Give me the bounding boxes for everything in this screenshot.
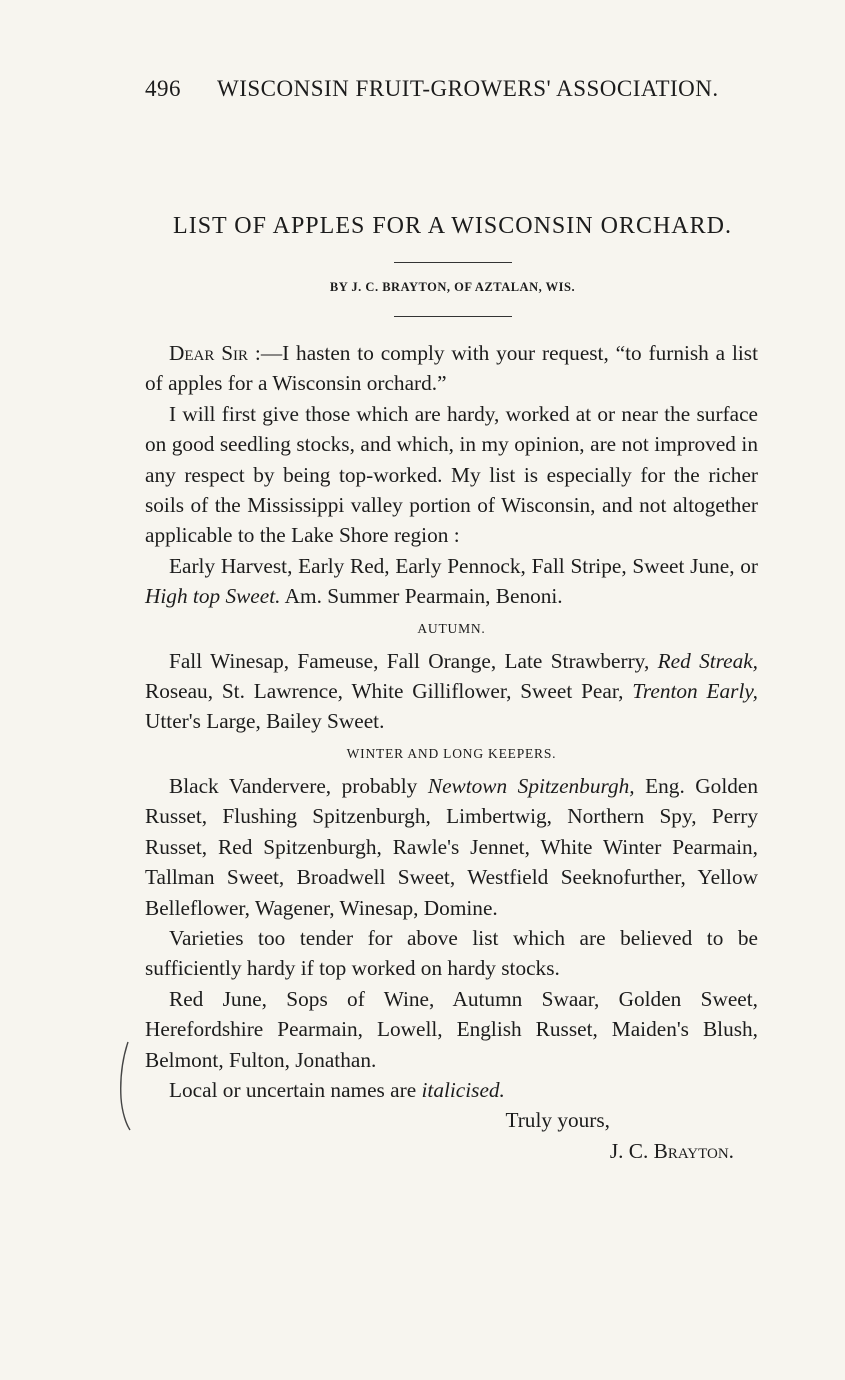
- title-rule: [394, 262, 512, 263]
- intro-text: :—I hasten to comply with your request, “to furnish a list of apples for a Wisconsin orchard.”: [145, 341, 758, 396]
- tender-intro: Varieties too tender for above list which are believed to be sufficiently hardy if top worked on hardy stocks.: [145, 925, 758, 981]
- byline: BY J. C. BRAYTON, OF AZTALAN, WIS.: [329, 280, 576, 294]
- summer-list-text: Am. Summer Pearmain, Benoni.: [284, 584, 563, 609]
- italic-name: Red Streak,: [657, 648, 759, 673]
- salutation: Dear Sir: [169, 341, 249, 365]
- running-title: WISCONSIN FRUIT-GROWERS' ASSOCIATION.: [217, 76, 719, 101]
- tender-list: Red June, Sops of Wine, Autumn Swaar, Golden Sweet, Herefordshire Pearmain, Lowell, English Russet, Maiden's Blush, Belmont, Fulton, Jonathan.: [145, 986, 758, 1072]
- page-number: 496: [145, 76, 181, 101]
- autumn-list: [145, 646, 758, 737]
- italic-name: High top Sweet.: [145, 584, 281, 609]
- italic-name: Newtown Spitzenburgh,: [427, 773, 635, 798]
- summer-list-text: Early Harvest, Early Red, Early Pennock, Fall Stripe, Sweet June, or: [169, 553, 758, 578]
- hardy-paragraph: I will first give those which are hardy, worked at or near the surface on good seedling stocks, and which, in my opinion, are not improved in any respect by being top-worked. My list is especially for the richer soils of the Mississippi valley portion of Wisconsin, and not altogether applicable to the Lake Shore region :: [145, 401, 758, 548]
- signature: J. C. Brayton.: [609, 1138, 734, 1163]
- winter-list: [145, 771, 758, 923]
- byline-rule: [394, 316, 512, 317]
- note-text: Local or uncertain names are: [169, 1077, 417, 1102]
- winter-list-text: Black Vandervere, probably: [169, 773, 418, 798]
- intro-paragraph: [145, 338, 758, 399]
- article-title: LIST OF APPLES FOR A WISCONSIN ORCHARD.: [173, 213, 732, 239]
- autumn-list-text: Roseau, St. Lawrence, White Gilliflower, Sweet Pear,: [145, 679, 624, 704]
- summer-list: [145, 551, 758, 612]
- italic-name: Trenton Early,: [632, 679, 758, 704]
- autumn-list-text: Fall Winesap, Fameuse, Fall Orange, Late Strawberry,: [169, 648, 650, 673]
- closing: Truly yours,: [505, 1108, 610, 1133]
- letter-body: [145, 338, 758, 1166]
- heading-winter: WINTER AND LONG KEEPERS.: [346, 745, 557, 761]
- winter-list-text: Eng. Golden Russet, Flushing Spitzenburgh, Limbertwig, Northern Spy, Perry Russet, Red Spitzenburgh, Rawle's Jennet, White Winter Pearmain, Tallman Sweet, Broadwell Sweet, Westfield Seeknofurther, Yellow Belleflower, Wagener, Winesap, Domine.: [145, 773, 758, 920]
- italic-word: italicised.: [421, 1077, 505, 1102]
- autumn-list-text: Utter's Large, Bailey Sweet.: [145, 709, 385, 734]
- running-header: [145, 76, 719, 102]
- heading-autumn: AUTUMN.: [417, 620, 486, 636]
- margin-bracket-mark: [118, 1040, 132, 1132]
- italics-note: [145, 1075, 758, 1105]
